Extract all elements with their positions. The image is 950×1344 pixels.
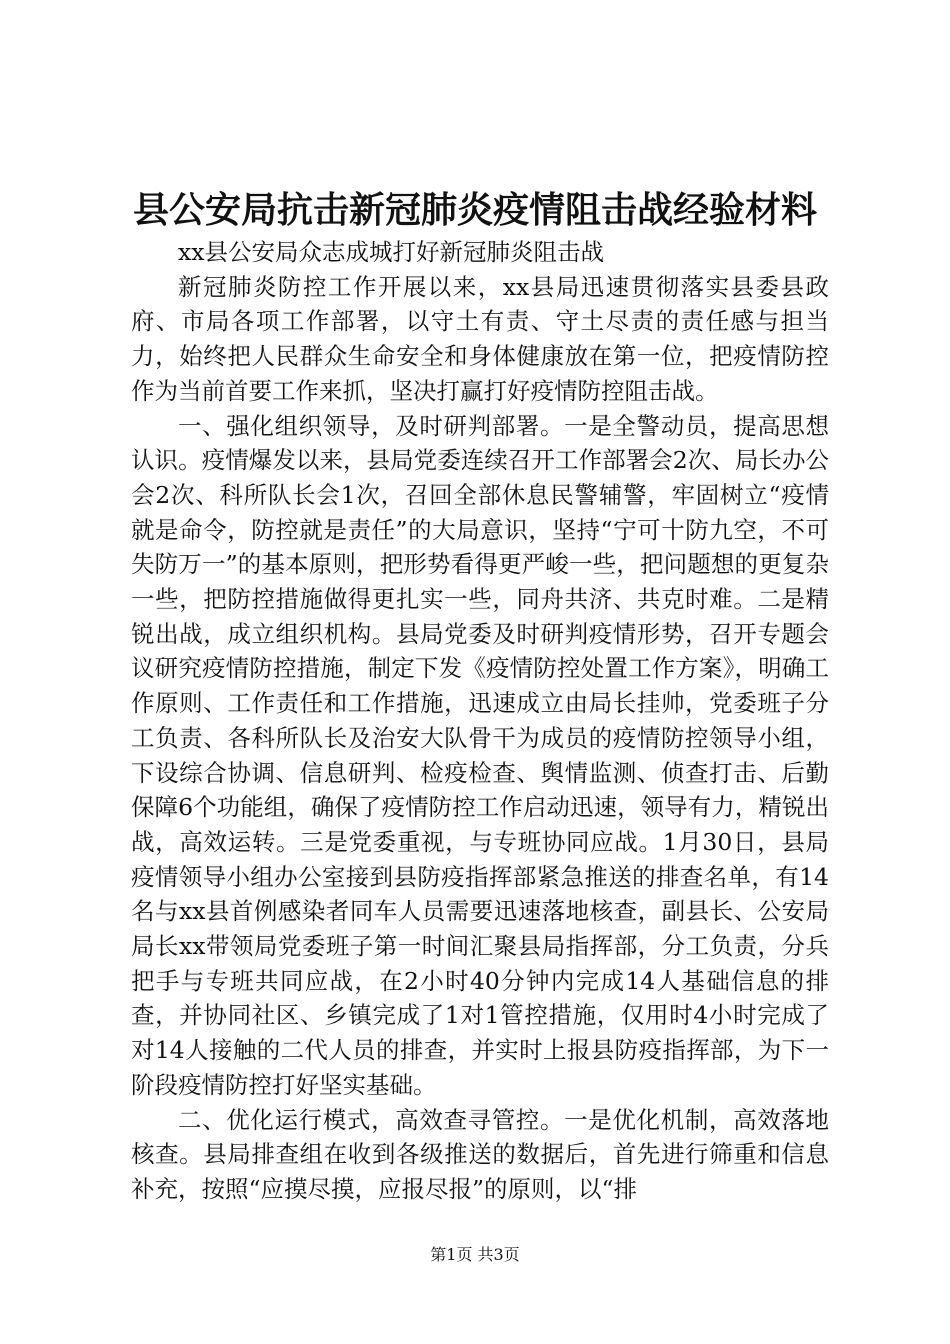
intro-paragraph: 新冠肺炎防控工作开展以来，xx县局迅速贯彻落实县委县政府、市局各项工作部署，以守土有责、守土尽责的责任感与担当力，始终把人民群众生命安全和身体健康放在第一位，把疫情防控作为当前首要工作来抓，坚决打赢打好疫情防控阻击战。 <box>131 272 829 405</box>
document-title: 县公安局抗击新冠肺炎疫情阻击战经验材料 <box>132 189 817 231</box>
page-number-footer: 第1页 共3页 <box>430 1245 520 1264</box>
section-one-paragraph: 一、强化组织领导，及时研判部署。一是全警动员，提高思想认识。疫情爆发以来，县局党委连续召开工作部署会2次、局长办公会2次、科所队长会1次，召回全部休息民警辅警，牢固树立“疫情就是命令，防控就是责任”的大局意识，坚持“宁可十防九空，不可失防万一”的基本原则，把形势看得更严峻一些，把问题想的更复杂一些，把防控措施做得更扎实一些，同舟共济、共克时难。二是精锐出战，成立组织机构。县局党委及时研判疫情形势，召开专题会议研究疫情防控措施，制定下发《疫情防控处置工作方案》，明确工作原则、工作责任和工作措施，迅速成立由局长挂帅，党委班子分工负责、各科所队长及治安大队骨干为成员的疫情防控领导小组，下设综合协调、信息研判、检疫检查、舆情监测、侦查打击、后勤保障6个功能组，确保了疫情防控工作启动迅速，领导有力，精锐出战，高效运转。三是党委重视，与专班协同应战。1月30日，县局疫情领导小组办公室接到县防疫指挥部紧急推送的排查名单，有14名与xx县首例感染者同车人员需要迅速落地核查，副县长、公安局局长xx带领局党委班子第一时间汇聚县局指挥部，分工负责，分兵把手与专班共同应战，在2小时40分钟内完成14人基础信息的排查，并协同社区、乡镇完成了1对1管控措施，仅用时4小时完成了对14人接触的二代人员的排查，并实时上报县防疫指挥部，为下一阶段疫情防控打好坚实基础。 <box>131 411 829 1099</box>
subtitle-paragraph: xx县公安局众志成城打好新冠肺炎阻击战 <box>178 238 605 266</box>
document-body <box>131 235 829 1207</box>
section-two-paragraph: 二、优化运行模式，高效查寻管控。一是优化机制，高效落地核查。县局排查组在收到各级推送的数据后，首先进行筛重和信息补充，按照“应摸尽摸，应报尽报”的原则，以“排 <box>131 1105 829 1203</box>
